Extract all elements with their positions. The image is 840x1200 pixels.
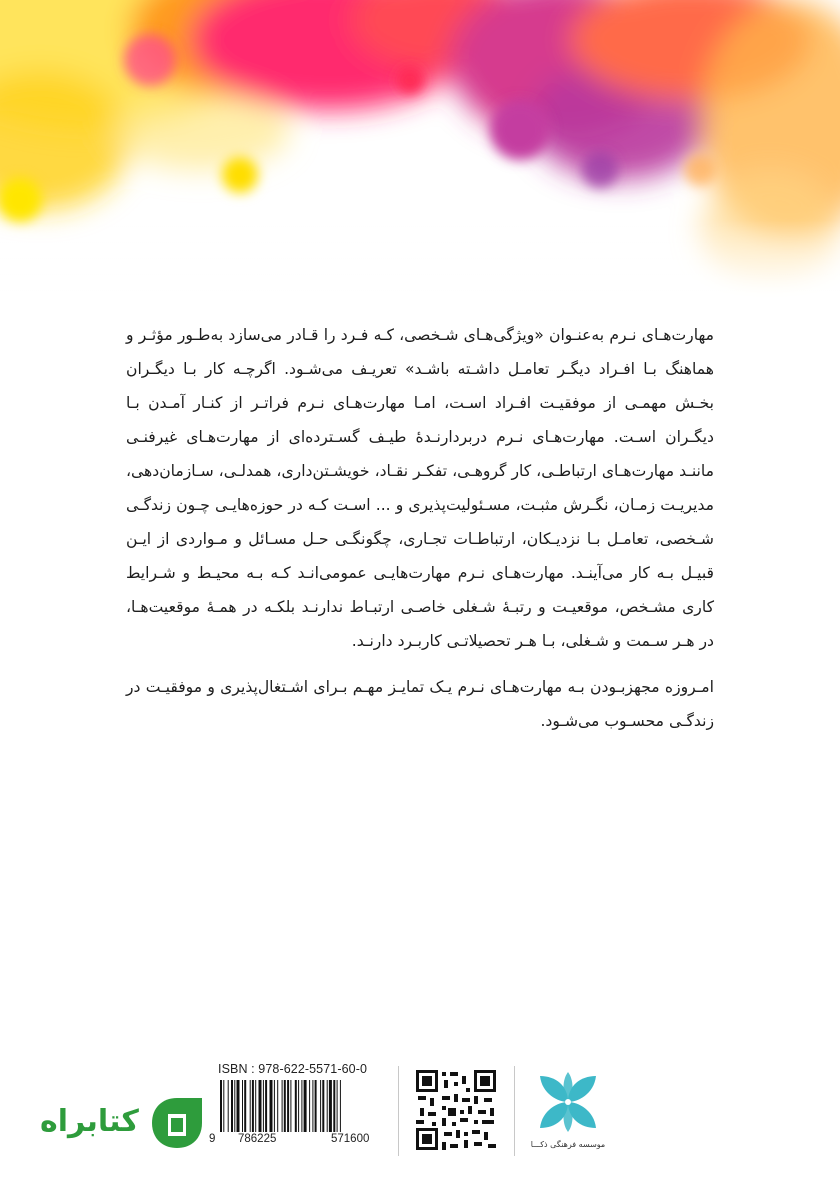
barcode-bar <box>274 1080 275 1132</box>
barcode <box>218 1080 394 1132</box>
book-leaf-icon <box>148 1094 206 1152</box>
barcode-bar <box>333 1080 335 1132</box>
divider <box>398 1066 399 1156</box>
barcode-bar <box>329 1080 332 1132</box>
barcode-bar <box>298 1080 299 1132</box>
barcode-bar <box>263 1080 264 1132</box>
barcode-bar <box>309 1080 310 1132</box>
barcode-bar <box>340 1080 341 1132</box>
barcode-bar <box>322 1080 324 1132</box>
barcode-bar <box>320 1080 321 1132</box>
barcode-bar <box>295 1080 297 1132</box>
barcode-bar <box>237 1080 240 1132</box>
barcode-bar <box>315 1080 317 1132</box>
barcode-group-2: 571600 <box>331 1133 370 1145</box>
barcode-bar <box>265 1080 267 1132</box>
barcode-bar <box>220 1080 222 1132</box>
barcode-bar <box>312 1080 313 1132</box>
barcode-bar <box>270 1080 273 1132</box>
barcode-bar <box>231 1080 233 1132</box>
barcode-bar <box>327 1080 328 1132</box>
paragraph-1: مهارت‌هـای نـرم به‌عنـوان «ویژگی‌هـای شـخصی، کـه فـرد را قـادر می‌سازد به‌طـور مؤثـر و هماهنگ بـا افـراد دیگـر تعامـل داشـته باشـد» تعریـف می‌شـود. اگرچـه کار بـا دیگـران بخـش مهمـی از موفقیـت افـراد اسـت، امـا مهارت‌هـای نـرم فراتـر از کنـار آمـدن بـا دیگـران اسـت. مهارت‌هـای نـرم دربردارنـدهٔ طیـف گسـترده‌ای از مهارت‌هـای غیرفنـی ماننـد مهارت‌هـای ارتباطـی، کار گروهـی، تفکـر نقـاد، خویشـتن‌داری، همدلـی، سـازمان‌دهی، مدیریـت زمـان، نگـرش مثبـت، مسـئولیت‌پذیری و ... اسـت کـه در حوزه‌هایـی چـون زندگـی شـخصی، تعامـل بـا نزدیـکان، ارتباطـات تجـاری، چگونگـی حـل مسـائل و مـواردی از ایـن قبیـل بـه کار می‌آینـد. مهارت‌هـای نـرم مهارت‌هایـی عمومی‌انـد کـه بـه محیـط و شـرایط کاری مشـخص، موقعیـت و رتبـهٔ شـغلی خاصـی ارتبـاط ندارنـد بلکـه در همـهٔ موقعیت‌هـا، در هـر سـمت و شـغلی، بـا هـر تحصیلاتـی کاربـرد دارنـد. <box>126 326 714 650</box>
barcode-bar <box>282 1080 283 1132</box>
barcode-bar <box>301 1080 302 1132</box>
barcode-bar <box>250 1080 251 1132</box>
barcode-bar <box>259 1080 262 1132</box>
barcode-bar <box>244 1080 246 1132</box>
barcode-bar <box>242 1080 243 1132</box>
publisher-name: موسسه فرهنگی ذکـــا <box>530 1140 606 1149</box>
isbn-label: ISBN : 978-622-5571-60-0 <box>218 1062 368 1076</box>
barcode-bar <box>337 1080 338 1132</box>
barcode-group-1: 786225 <box>238 1133 277 1145</box>
divider <box>514 1066 515 1156</box>
barcode-bar <box>223 1080 224 1132</box>
barcode-bar <box>234 1080 235 1132</box>
qr-code-icon <box>414 1068 498 1152</box>
watercolor-splash-icon <box>0 0 840 300</box>
back-cover-text <box>126 318 714 738</box>
barcode-bar <box>255 1080 256 1132</box>
barcode-bar <box>228 1080 229 1132</box>
brand-name: کتابراه <box>40 1104 139 1139</box>
barcode-lead-digit: 9 <box>209 1133 216 1145</box>
barcode-bar <box>252 1080 254 1132</box>
barcode-bar <box>287 1080 289 1132</box>
barcode-bar <box>284 1080 286 1132</box>
butterfly-petals-icon <box>528 1064 608 1140</box>
publisher-logo <box>528 1064 608 1154</box>
barcode-bar <box>304 1080 307 1132</box>
paragraph-2: امـروزه مجهزبـودن بـه مهارت‌هـای نـرم یـک تمایـز مهـم بـرای اشـتغال‌پذیری و موفقیـت در زندگـی محسـوب می‌شـود. <box>126 678 714 730</box>
barcode-bar <box>290 1080 291 1132</box>
barcode-bar <box>277 1080 278 1132</box>
